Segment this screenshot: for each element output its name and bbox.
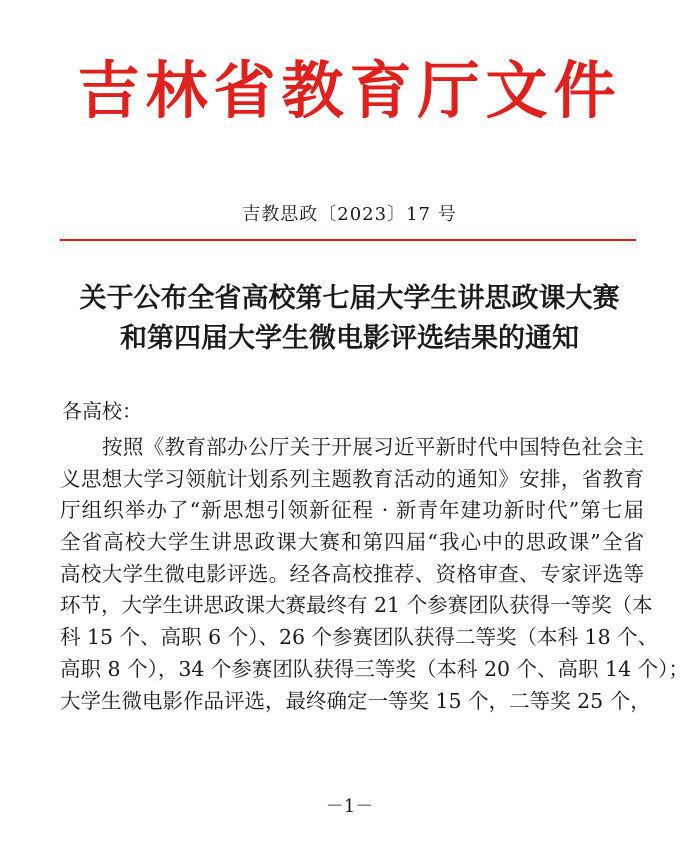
body-line: 厅组织举办了“新思想引领新征程 · 新青年建功新时代”第七届 <box>60 498 644 523</box>
header-divider-rule <box>60 239 636 241</box>
body-line: 全省高校大学生讲思政课大赛和第四届“我心中的思政课”全省 <box>60 530 644 555</box>
body-line: 按照《教育部办公厅关于开展习近平新时代中国特色社会主 <box>102 435 644 459</box>
document-header-title: 吉林省教育厅文件 <box>77 54 622 127</box>
body-line: 高校大学生微电影评选。经各高校推荐、资格审查、专家评选等 <box>60 561 644 586</box>
page-number: －1－ <box>325 796 374 817</box>
body-line: 环节，大学生讲思政课大赛最终有 21 个参赛团队获得一等奖（本 <box>60 593 653 618</box>
body-line: 科 15 个、高职 6 个）、26 个参赛团队获得二等奖（本科 18 个、 <box>60 625 659 650</box>
document-number: 吉教思政〔2023〕17 号 <box>242 204 457 225</box>
notice-title <box>0 279 699 359</box>
body-line: 义思想大学习领航计划系列主题教育活动的通知》安排，省教育 <box>60 466 644 491</box>
notice-title-line: 关于公布全省高校第七届大学生讲思政课大赛 <box>79 283 620 314</box>
notice-title-line: 和第四届大学生微电影评选结果的通知 <box>120 323 579 354</box>
body-line: 高职 8 个），34 个参赛团队获得三等奖（本科 20 个、高职 14 个）； <box>60 656 689 681</box>
salutation: 各高校： <box>62 399 142 423</box>
body-paragraph <box>60 432 689 717</box>
body-line: 大学生微电影作品评选，最终确定一等奖 15 个，二等奖 25 个， <box>60 688 651 713</box>
